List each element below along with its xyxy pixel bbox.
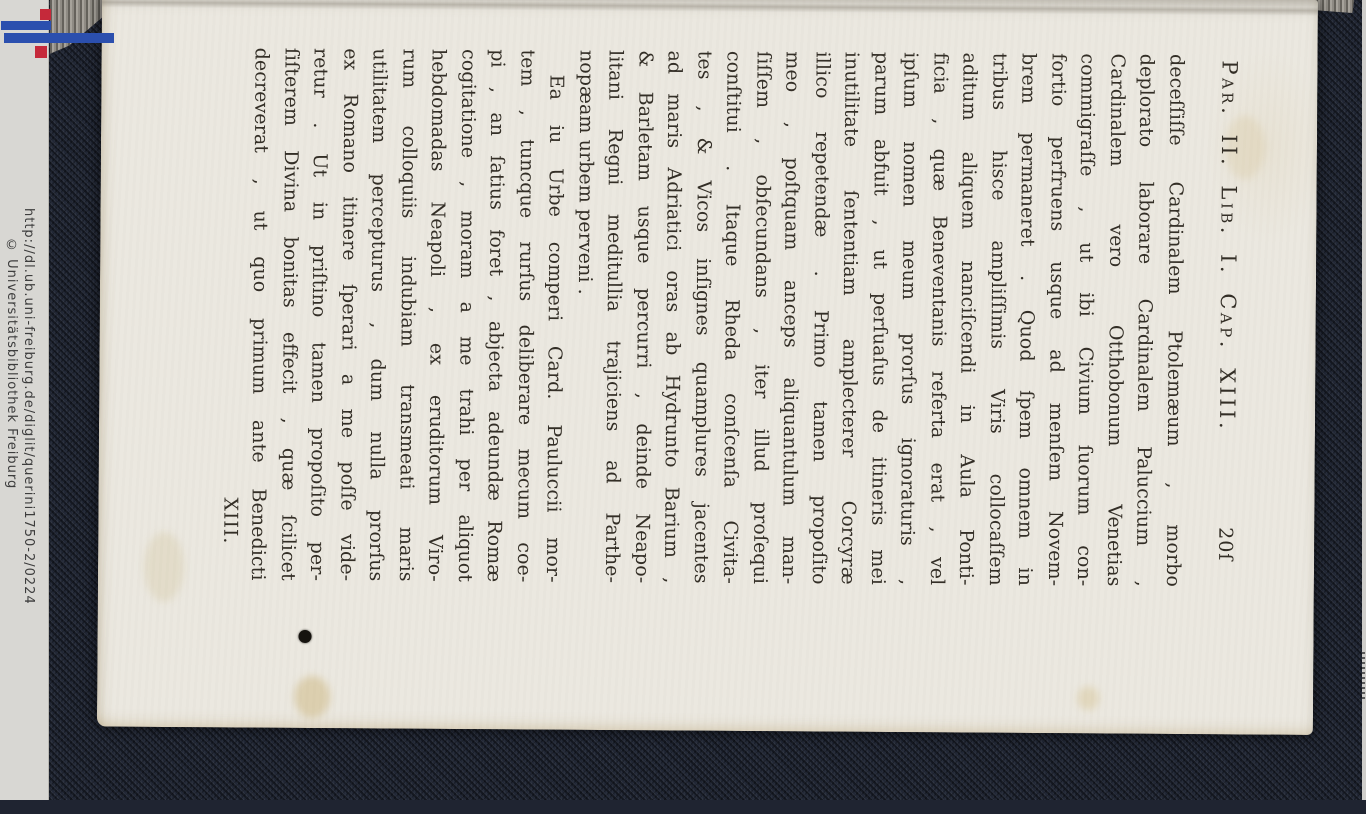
paper-stain bbox=[144, 532, 184, 602]
logo-blue-bar-icon bbox=[4, 33, 114, 43]
text-line: pi , an ſatius foret , abjecta adeundæ Romæ bbox=[483, 49, 510, 583]
text-line: nopæam urbem perveni . bbox=[573, 49, 598, 295]
chapter-running-title: Par. II. Lib. I. Cap. XIII. bbox=[1214, 60, 1242, 433]
text-line: meo , poſtquam anceps aliquantulum man- bbox=[778, 51, 805, 585]
page-header bbox=[1206, 54, 1242, 587]
text-line: litani Regni meditullia trajiciens ad Parthe- bbox=[601, 50, 628, 584]
body-text bbox=[243, 48, 1191, 588]
digitization-strip-right bbox=[1362, 0, 1366, 800]
paper-stain bbox=[294, 676, 330, 718]
text-line: ad maris Adriatici oras ab Hydrunto Barium , bbox=[660, 50, 687, 584]
text-line: ex Romano itinere ſperari a me poſſe vide- bbox=[335, 48, 362, 582]
text-line: brem permaneret . Quod ſpem omnem in bbox=[1014, 52, 1041, 587]
text-line: illico repetendæ . Primo tamen propoſito bbox=[807, 51, 834, 585]
text-line: ſiſterem Divina bonitas effecit , quæ ſcilicet bbox=[276, 47, 303, 581]
logo-blue-bar-icon bbox=[1, 21, 51, 30]
text-line: hebdomadas Neapoli , ex eruditorum Viro- bbox=[424, 48, 451, 582]
text-line: deceſſiſſe Cardinalem Ptolemæum , morbo bbox=[1161, 53, 1188, 588]
text-line: retur . Ut in priſtino tamen propoſito per- bbox=[306, 47, 333, 582]
text-line: tes , & Vicos inſignes quamplures jacentes bbox=[689, 50, 716, 584]
text-line: rum colloquiis indubiam transmeati maris bbox=[394, 48, 421, 582]
binding-crease bbox=[102, 0, 1318, 16]
text-line: commigraſſe , ut ibi Civium ſuorum con- bbox=[1073, 53, 1100, 587]
text-line: utilitatem percepturus , dum nulla prorſus bbox=[365, 48, 392, 582]
text-line: decreverat , ut quo primum ante Benedicti bbox=[247, 47, 274, 581]
ink-spot bbox=[298, 630, 311, 643]
text-line: inutilitate ſententiam amplecterer Corcyræ bbox=[837, 51, 864, 585]
text-line: conſtitui . Itaque Rheda conſcenſa Civita- bbox=[719, 50, 746, 584]
digitization-strip-left bbox=[0, 0, 49, 800]
text-line: Ea iu Urbe comperi Card. Pauluccii mor- bbox=[542, 74, 568, 583]
text-line: aditum aliquem nanciſcendi in Aula Ponti- bbox=[955, 52, 982, 586]
logo-red-square-icon bbox=[35, 46, 47, 58]
paper-stain bbox=[1077, 686, 1099, 710]
text-line: Cardinalem vero Otthobonum Venetias bbox=[1102, 53, 1129, 587]
copyright-notice: © Universitätsbibliothek Freiburg bbox=[4, 238, 19, 490]
text-line: parum abfuit , ut perſuaſus de itineris mei bbox=[866, 51, 893, 586]
text-line: tribus hisce ampliſſimis Viris collocaſſem bbox=[984, 52, 1011, 586]
text-line: cogitatione , moram a me trahi per aliquot bbox=[453, 48, 480, 583]
logo-red-square-icon bbox=[40, 9, 51, 20]
text-line: deplorato laborare Cardinalem Paluccium , bbox=[1132, 53, 1159, 587]
text-line: & Barletam usque percurri , deinde Neapo- bbox=[630, 50, 657, 584]
text-line: ficia , quæ Beneventanis referta erat , vel bbox=[925, 52, 952, 586]
catchword: XIII. bbox=[219, 497, 242, 545]
text-line: fortio perfruens usque ad menſem Novem- bbox=[1043, 53, 1070, 587]
scanned-book-page bbox=[97, 0, 1318, 735]
text-line: ſiſſem , obſecundans , iter illud proſequi bbox=[748, 51, 775, 585]
text-line: ipſum nomen meum prorſus ignoraturis , bbox=[896, 52, 923, 586]
source-url: http://dl.ub.uni-freiburg.de/diglit/querini1750-2/0224 bbox=[21, 208, 36, 605]
page-number: 20ſ bbox=[1214, 527, 1237, 562]
text-line: tem , tuncque rurſus deliberare mecum coe- bbox=[512, 49, 539, 583]
